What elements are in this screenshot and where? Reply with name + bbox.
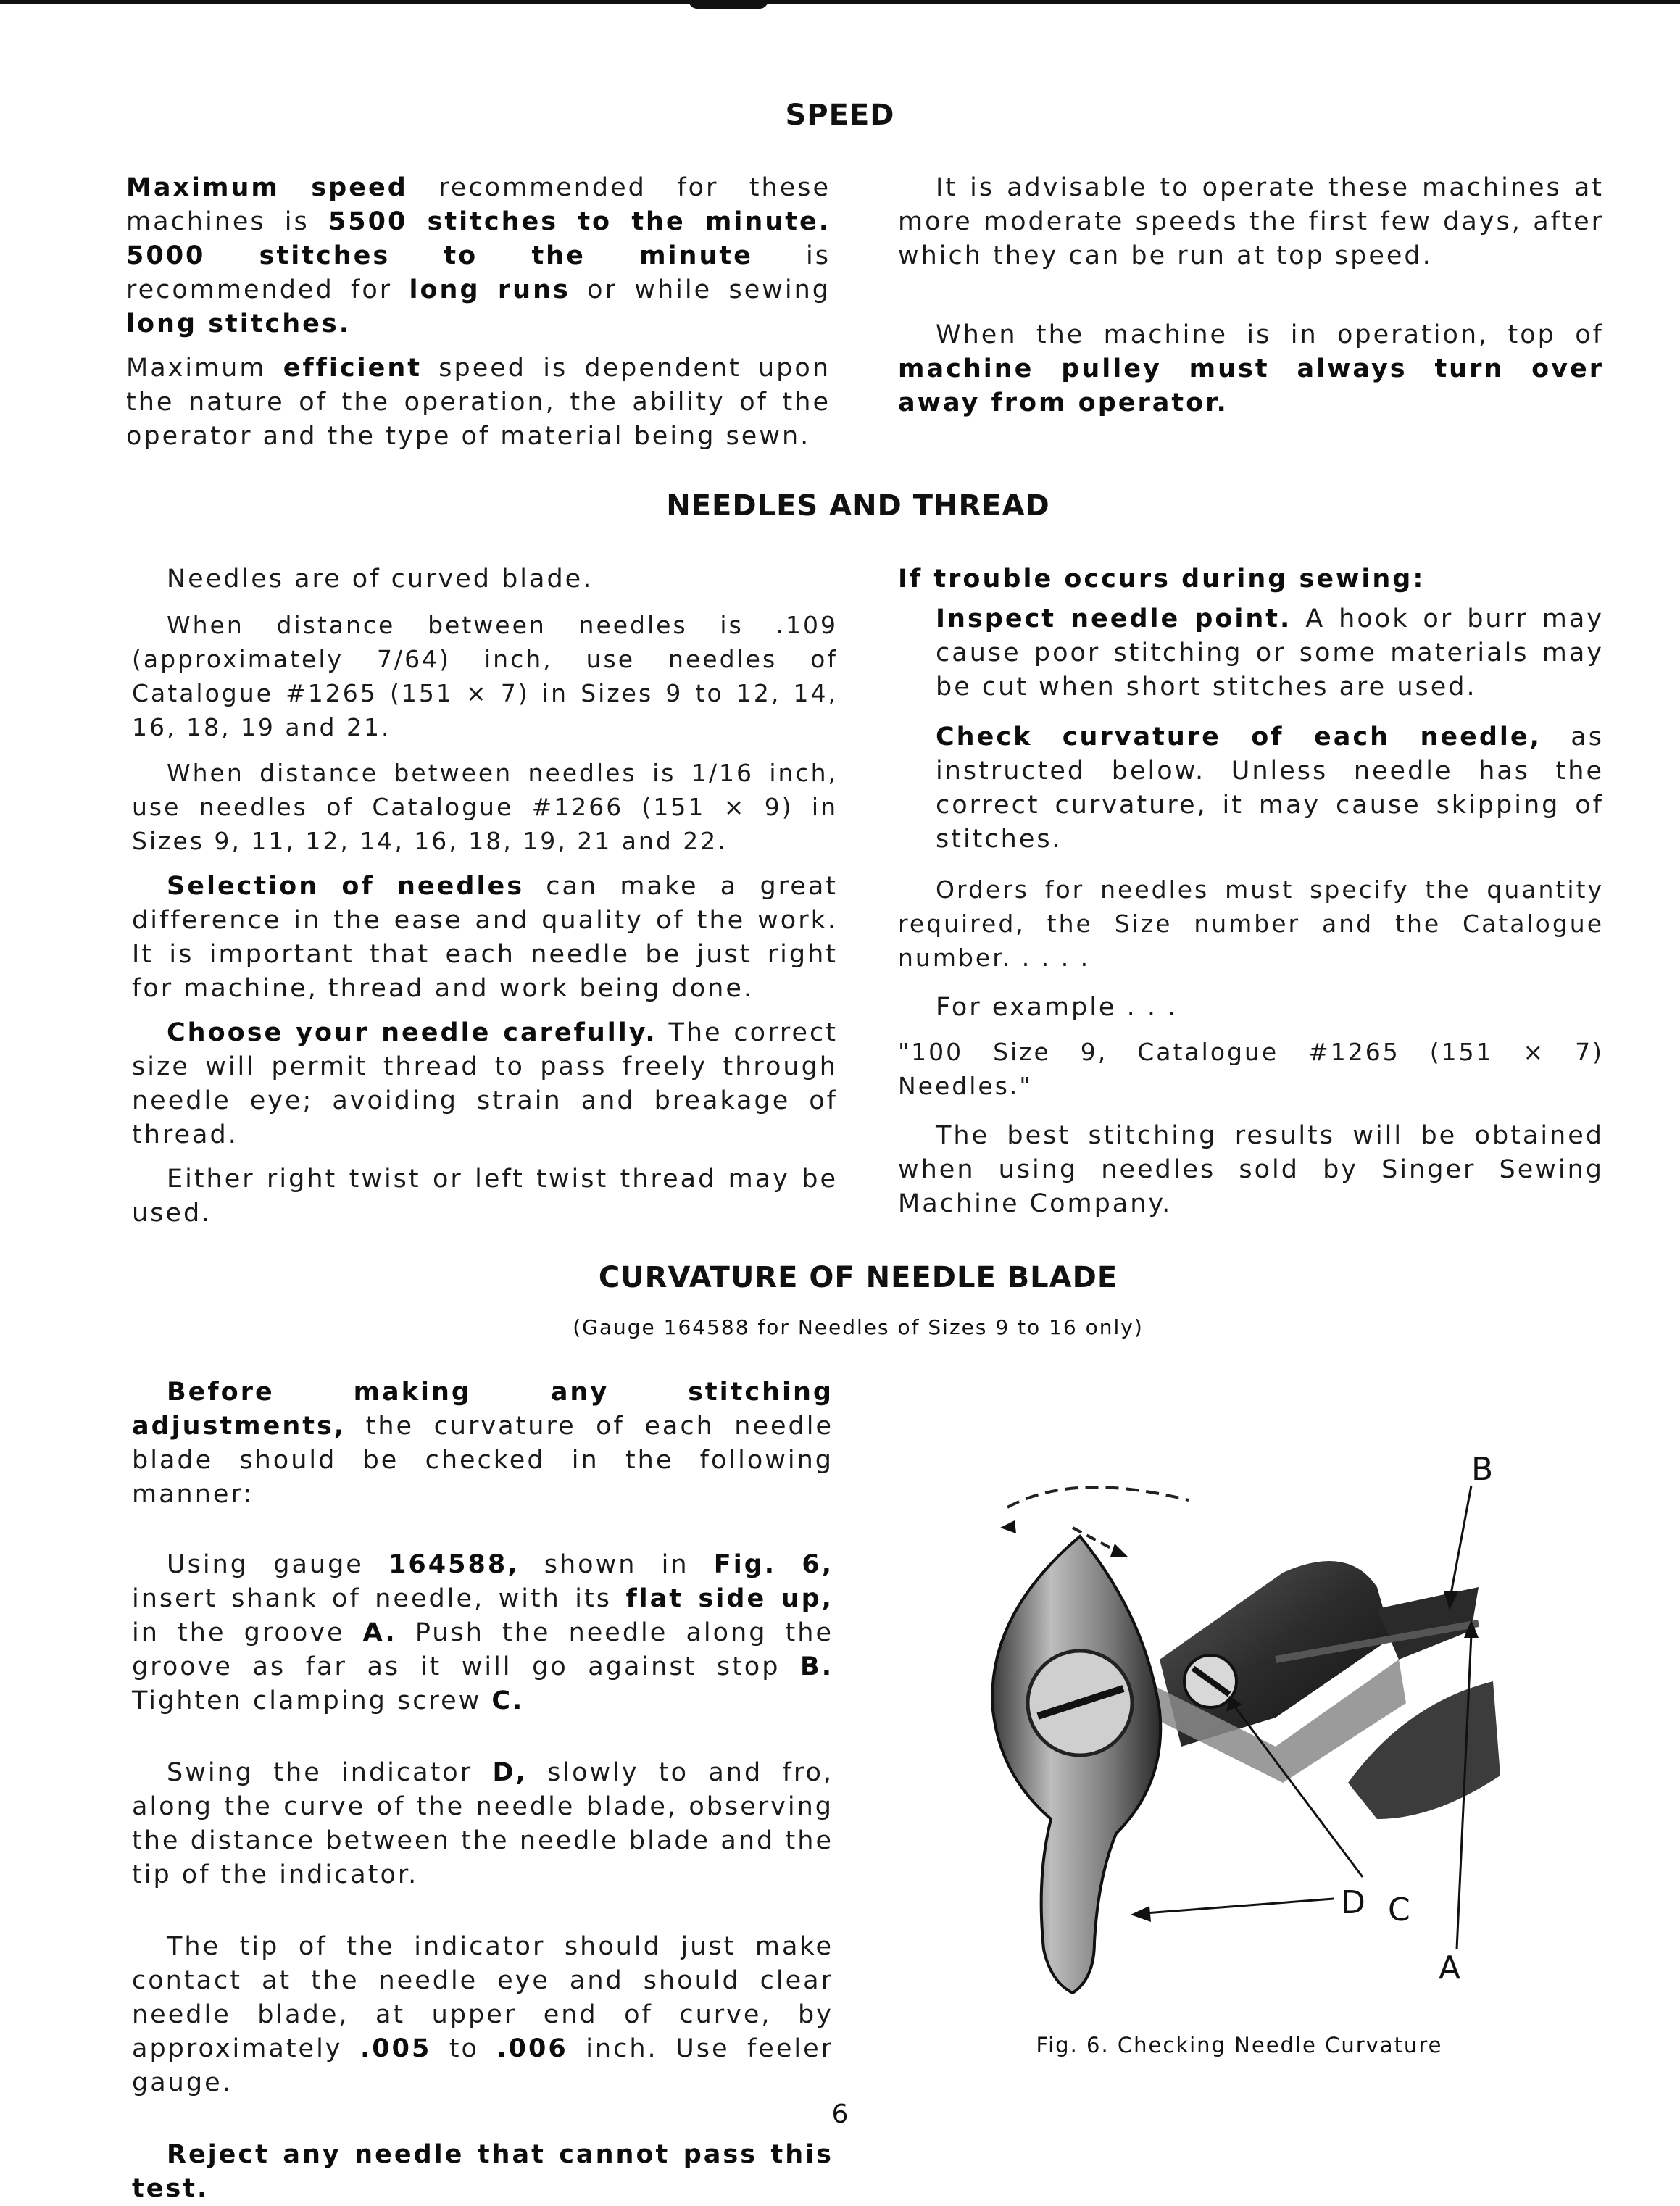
- text-run: When the machine is in operation, top of: [936, 320, 1604, 349]
- bold-text-run: Check curvature of each needle,: [936, 723, 1542, 752]
- text-run: The best stitching results will be obtained when using needles sold by Singer Sewing Machine Company.: [898, 1121, 1604, 1218]
- text-run: Tighten clamping screw: [132, 1686, 492, 1715]
- needles-curved-blade: [132, 562, 838, 596]
- text-run: Maximum: [126, 354, 283, 383]
- needles-orders-paragraph: [898, 873, 1604, 975]
- bold-text-run: Reject any needle that cannot pass this test.: [132, 2140, 833, 2203]
- page-number: 6: [831, 2099, 849, 2129]
- needles-right-column: [898, 562, 1604, 1221]
- bold-text-run: flat side up,: [625, 1584, 833, 1613]
- section-heading-curvature: CURVATURE OF NEEDLE BLADE: [598, 1261, 1118, 1294]
- needles-example-order: [898, 1035, 1604, 1103]
- text-run: Either right twist or left twist thread may be used.: [132, 1165, 838, 1228]
- speed-left-column: [126, 171, 831, 454]
- curvature-tip-paragraph: [132, 1930, 833, 2100]
- needles-selection-paragraph: [132, 870, 838, 1006]
- text-run: Orders for needles must specify the quantity required, the Size number and the Catalogue number. . . . .: [898, 875, 1604, 972]
- bold-text-run: Choose your needle carefully.: [167, 1018, 657, 1047]
- text-run: as instructed below. Unless needle has the correct curvature, it may cause skipping of stitches.: [936, 723, 1604, 854]
- text-run: can make a great difference in the ease and quality of the work. It is important that each needle be just right for machine, thread and work being done.: [132, 872, 838, 1003]
- needles-1-16-paragraph: [132, 756, 838, 858]
- text-run: Using gauge: [167, 1550, 389, 1579]
- needles-left-column: [132, 562, 838, 1231]
- swing-arrow-left: [1000, 1520, 1016, 1533]
- curvature-gauge-note: (Gauge 164588 for Needles of Sizes 9 to 16 only): [573, 1315, 1144, 1339]
- figure-label-b: B: [1471, 1451, 1494, 1488]
- bold-text-run: .005: [359, 2034, 432, 2063]
- curvature-column: [132, 1375, 833, 2206]
- text-run: recommended for these machines is: [126, 173, 831, 236]
- text-run: or while sewing: [570, 275, 831, 304]
- curvature-using-gauge-paragraph: [132, 1548, 833, 1718]
- text-run: in the groove: [132, 1618, 363, 1647]
- swing-arrow-right: [1110, 1544, 1128, 1557]
- bold-text-run: Selection of needles: [167, 872, 525, 901]
- bold-text-run: Fig. 6,: [713, 1550, 834, 1579]
- bold-text-run: B.: [800, 1652, 833, 1681]
- bold-text-run: efficient: [283, 354, 423, 383]
- curvature-swing-paragraph: [132, 1756, 833, 1892]
- figure-caption: Fig. 6. Checking Needle Curvature: [1036, 2033, 1443, 2057]
- trouble-inspect-paragraph: [898, 602, 1604, 704]
- indicator-arm-d: [992, 1536, 1160, 1993]
- bold-text-run: 5500 stitches to the minute. 5000 stitches to the minute: [126, 207, 831, 270]
- text-run: For example . . .: [936, 993, 1178, 1022]
- needles-choose-paragraph: [132, 1016, 838, 1152]
- trouble-heading: [898, 562, 1604, 596]
- needle-gauge-illustration: [971, 1442, 1508, 2007]
- bold-text-run: A.: [362, 1618, 397, 1647]
- speed-right-column: [898, 171, 1604, 420]
- needles-109-paragraph: [132, 608, 838, 744]
- section-heading-speed: SPEED: [785, 99, 895, 132]
- needles-twist-paragraph: [132, 1162, 838, 1231]
- bold-text-run: machine pulley must always turn over away from operator.: [898, 354, 1604, 417]
- needles-best-results-paragraph: [898, 1119, 1604, 1221]
- text-run: It is advisable to operate these machines at more moderate speeds the first few days, after which they can be run at top speed.: [898, 173, 1604, 270]
- text-run: When distance between needles is 1/16 inch, use needles of Catalogue #1266 (151 × 9) in Sizes 9, 11, 12, 14, 16, 18, 19, 21 and 22.: [132, 759, 838, 855]
- figure-6-needle-gauge: [971, 1442, 1508, 2007]
- text-run: Push the needle along the groove as far as it will go against stop: [132, 1618, 833, 1681]
- section-heading-needles-thread: NEEDLES AND THREAD: [666, 489, 1050, 523]
- text-run: The tip of the indicator should just make contact at the needle eye and should clear needle blade, at upper end of curve, by approximately: [132, 1932, 833, 2063]
- text-run: to: [431, 2034, 497, 2063]
- bold-text-run: Inspect needle point.: [936, 604, 1292, 633]
- figure-label-d: D: [1341, 1884, 1365, 1921]
- text-run: the curvature of each needle blade should be checked in the following manner:: [132, 1412, 833, 1509]
- text-run: Swing the indicator: [167, 1758, 493, 1787]
- speed-max-paragraph: [126, 171, 831, 341]
- bold-text-run: Before making any stitching adjustments,: [132, 1378, 833, 1441]
- speed-advisable-paragraph: [898, 171, 1604, 273]
- text-run: shown in: [519, 1550, 714, 1579]
- text-run: slowly to and fro, along the curve of the needle blade, observing the distance between the needle blade and the tip of the indicator.: [132, 1758, 833, 1889]
- bold-text-run: C.: [491, 1686, 525, 1715]
- bold-text-run: long runs: [409, 275, 570, 304]
- text-run: "100 Size 9, Catalogue #1265 (151 × 7) Needles.": [898, 1038, 1604, 1100]
- figure-label-a: A: [1439, 1949, 1461, 1986]
- swing-arc: [1007, 1487, 1189, 1507]
- text-run: insert shank of needle, with its: [132, 1584, 626, 1613]
- bold-text-run: D,: [492, 1758, 528, 1787]
- text-run: speed is dependent upon the nature of the operation, the ability of the operator and the type of material being sewn.: [126, 354, 831, 451]
- text-run: inch. Use feeler gauge.: [132, 2034, 833, 2097]
- top-rule-notch: [689, 0, 768, 9]
- needles-example-label: [898, 991, 1604, 1025]
- bold-text-run: 164588,: [388, 1550, 520, 1579]
- speed-efficient-paragraph: [126, 351, 831, 454]
- text-run: The correct size will permit thread to pass freely through needle eye; avoiding strain and breakage of thread.: [132, 1018, 838, 1149]
- top-rule: [0, 0, 1680, 4]
- bold-text-run: .006: [496, 2034, 568, 2063]
- curvature-before-paragraph: [132, 1375, 833, 1512]
- curvature-reject-paragraph: [132, 2138, 833, 2206]
- trouble-curvature-paragraph: [898, 720, 1604, 857]
- figure-label-c: C: [1388, 1891, 1410, 1928]
- bold-text-run: If trouble occurs during sewing:: [898, 565, 1426, 594]
- text-run: Needles are of curved blade.: [167, 565, 594, 594]
- text-run: A hook or burr may cause poor stitching or some materials may be cut when short stitches are used.: [936, 604, 1604, 702]
- text-run: is recommended for: [126, 241, 831, 304]
- text-run: When distance between needles is .109 (approximately 7/64) inch, use needles of Catalogue #1265 (151 × 7) in Sizes 9 to 12, 14, 16, 18, 19 and 21.: [132, 611, 838, 741]
- bold-text-run: long stitches.: [126, 309, 352, 338]
- bold-text-run: Maximum speed: [126, 173, 408, 202]
- speed-pulley-paragraph: [898, 318, 1604, 420]
